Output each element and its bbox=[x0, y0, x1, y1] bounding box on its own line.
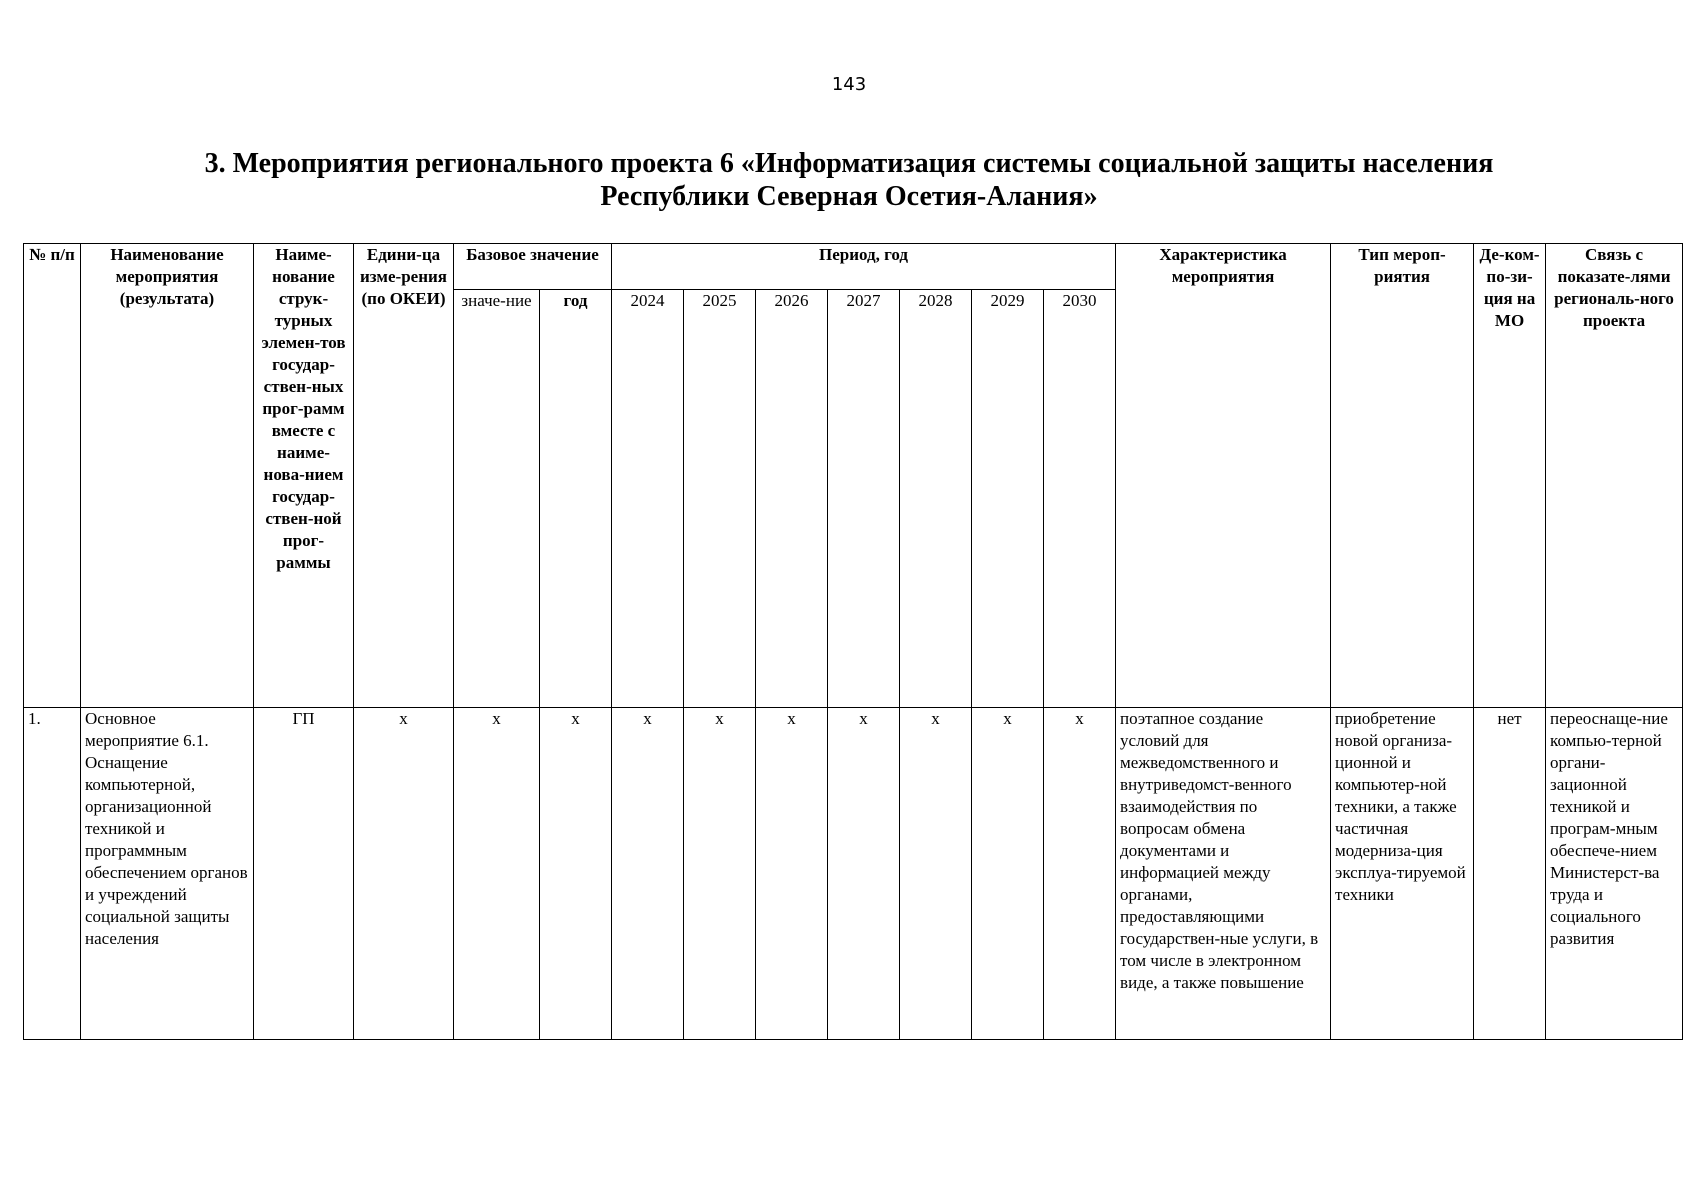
cell-event-name: Основное мероприятие 6.1. Оснащение компьютерной, организационной техникой и программным обеспечением органов и учреждений социальной защиты населения bbox=[81, 708, 254, 1040]
header-year-2027: 2027 bbox=[828, 290, 900, 708]
header-year-2028: 2028 bbox=[900, 290, 972, 708]
header-num: № п/п bbox=[24, 244, 81, 708]
cell-year-2024: х bbox=[612, 708, 684, 1040]
page-number: 143 bbox=[831, 74, 867, 95]
cell-num: 1. bbox=[24, 708, 81, 1040]
cell-decomposition: нет bbox=[1474, 708, 1546, 1040]
cell-year-2028: х bbox=[900, 708, 972, 1040]
cell-year-2025: х bbox=[684, 708, 756, 1040]
cell-event-type: приобретение новой организа-ционной и компьютер-ной техники, а также частичная модерниза-ция эксплуа-тируемой техники bbox=[1331, 708, 1474, 1040]
cell-base-value: х bbox=[454, 708, 540, 1040]
header-link-indicators: Связь с показате-лями региональ-ного проекта bbox=[1546, 244, 1683, 708]
header-year-2025: 2025 bbox=[684, 290, 756, 708]
header-event-name: Наименование мероприятия (результата) bbox=[81, 244, 254, 708]
cell-year-2029: х bbox=[972, 708, 1044, 1040]
cell-year-2027: х bbox=[828, 708, 900, 1040]
header-characteristic: Характеристика мероприятия bbox=[1116, 244, 1331, 708]
header-base-value-value: значе-ние bbox=[454, 290, 540, 708]
table-header bbox=[24, 244, 1683, 708]
cell-structural-elements: ГП bbox=[254, 708, 354, 1040]
header-structural-elements: Наиме-нование струк-турных элемен-тов государ-ствен-ных прог-рамм вместе с наиме-нова-нием государ-ствен-ной прог-раммы bbox=[254, 244, 354, 708]
document-title bbox=[100, 147, 1598, 213]
header-year-2029: 2029 bbox=[972, 290, 1044, 708]
header-year-2030: 2030 bbox=[1044, 290, 1116, 708]
cell-year-2026: х bbox=[756, 708, 828, 1040]
header-base-value-year: год bbox=[540, 290, 612, 708]
header-base-value: Базовое значение bbox=[454, 244, 612, 290]
cell-link-indicators: переоснаще-ние компью-терной органи-зационной техникой и програм-мным обеспече-нием Министерст-ва труда и социального развития bbox=[1546, 708, 1683, 1040]
document-title-line-2: Республики Северная Осетия-Алания» bbox=[600, 181, 1098, 212]
cell-base-year: х bbox=[540, 708, 612, 1040]
cell-unit: х bbox=[354, 708, 454, 1040]
header-period: Период, год bbox=[612, 244, 1116, 290]
cell-characteristic: поэтапное создание условий для межведомственного и внутриведомст-венного взаимодействия по вопросам обмена документами и информацией между органами, предоставляющими государствен-ные услуги, в том числе в электронном виде, а также повышение bbox=[1116, 708, 1331, 1040]
cell-year-2030: х bbox=[1044, 708, 1116, 1040]
document-title-line-1: 3. Мероприятия регионального проекта 6 «Информатизация системы социальной защиты населения bbox=[204, 148, 1494, 179]
events-table bbox=[23, 243, 1683, 1040]
header-unit: Едини-ца изме-рения (по ОКЕИ) bbox=[354, 244, 454, 708]
table-row bbox=[24, 708, 1683, 1040]
header-year-2026: 2026 bbox=[756, 290, 828, 708]
header-year-2024: 2024 bbox=[612, 290, 684, 708]
header-decomposition: Де-ком-по-зи-ция на МО bbox=[1474, 244, 1546, 708]
header-event-type: Тип мероп-риятия bbox=[1331, 244, 1474, 708]
